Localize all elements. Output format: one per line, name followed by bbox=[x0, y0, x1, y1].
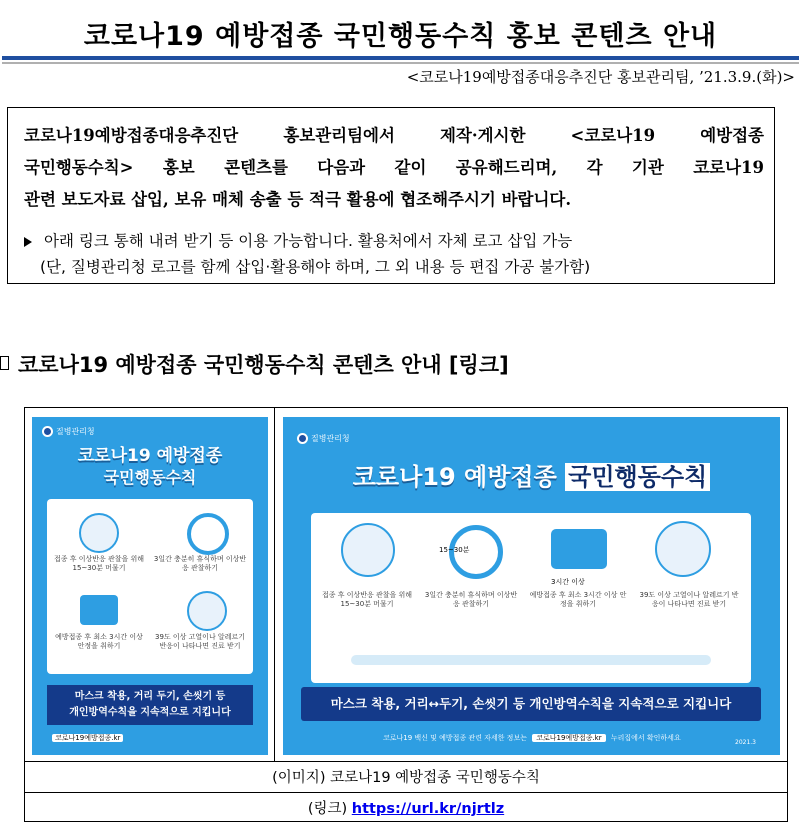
page-title: 코로나19 예방접종 국민행동수칙 홍보 콘텐츠 안내 bbox=[83, 21, 718, 52]
title-rule-gray bbox=[2, 62, 799, 64]
notice-bullet-text: 아래 링크 통해 내려 받기 등 이용 가능합니다. 활용처에서 자체 로고 삽입 가능 bbox=[44, 232, 573, 250]
notice-line-1: 코로나19예방접종대응추진단 홍보관리팀에서 제작·게시한 <코로나19 예방접종 bbox=[24, 126, 764, 145]
clock-calendar-icon bbox=[551, 529, 607, 569]
poster-footer: 코로나19예방접종.kr bbox=[52, 733, 123, 743]
poster-band: 마스크 착용, 거리↔두기, 손씻기 등 개인방역수칙을 지속적으로 지킵니다 bbox=[301, 687, 761, 721]
poster-caption-1: 접종 후 이상반응 관찰을 위해 15~30분 머물기 bbox=[321, 591, 413, 608]
poster-date: 2021.3 bbox=[735, 739, 756, 746]
notice-bullet-note: (단, 질병관리청 로고를 함께 삽입·활용해야 하며, 그 외 내용 등 편집 가공 불가함) bbox=[40, 258, 591, 276]
poster-logo: 질병관리청 bbox=[297, 433, 350, 444]
image-caption: (이미지) 코로나19 예방접종 국민행동수칙 bbox=[272, 770, 540, 786]
row-divider-2 bbox=[25, 792, 787, 793]
source-line: <코로나19예방접종대응추진단 홍보관리팀, ’21.3.9.(화)> bbox=[406, 68, 795, 86]
link-row bbox=[25, 797, 787, 818]
poster-title: 코로나19 예방접종 국민행동수칙 bbox=[283, 457, 780, 492]
kdca-logo-icon bbox=[42, 426, 53, 437]
image-cell bbox=[25, 408, 787, 761]
poster-caption-1: 접종 후 이상반응 관찰을 위해 15~30분 머물기 bbox=[53, 555, 145, 572]
poster-band bbox=[47, 685, 253, 725]
content-table bbox=[24, 407, 788, 822]
poster-band-line-2: 개인방역수칙을 지속적으로 지킵니다 bbox=[69, 707, 231, 718]
link-prefix: (링크) bbox=[307, 801, 352, 817]
poster-logo: 질병관리청 bbox=[42, 426, 95, 437]
clock-calendar-icon bbox=[80, 595, 118, 625]
title-banner bbox=[0, 8, 801, 62]
poster-caption-2: 3일간 충분히 휴식하며 이상반응 관찰하기 bbox=[153, 555, 247, 572]
notice-bullet bbox=[24, 229, 572, 251]
doctor-icon bbox=[655, 521, 711, 577]
poster-caption-4: 39도 이상 고열이나 알레르기 반응이 나타나면 진료 받기 bbox=[639, 591, 739, 608]
poster-panel bbox=[311, 513, 751, 683]
kdca-logo-icon bbox=[297, 433, 308, 444]
poster-horizontal[interactable] bbox=[283, 417, 780, 755]
notice-line-2: 국민행동수칙> 홍보 콘텐츠를 다음과 같이 공유해드리며, 각 기관 코로나19 bbox=[24, 158, 764, 177]
label-3-hours: 3시간 이상 bbox=[551, 578, 585, 586]
poster-caption-4: 39도 이상 고열이나 알레르기 반응이 나타나면 진료 받기 bbox=[155, 633, 245, 650]
label-15-30: 15~30분 bbox=[439, 546, 470, 554]
person-cheering-icon bbox=[341, 523, 395, 577]
poster-band-line-1: 마스크 착용, 거리 두기, 손씻기 등 bbox=[74, 691, 226, 702]
magnifier-icon bbox=[187, 513, 229, 555]
poster-title-1: 코로나19 예방접종 bbox=[77, 446, 223, 466]
person-cheering-icon bbox=[79, 513, 119, 553]
row-divider-1 bbox=[25, 761, 787, 762]
poster-footer: 코로나19 백신 및 예방접종 관련 자세한 정보는 코로나19예방접종.kr 누리집에서 확인하세요 bbox=[383, 734, 681, 742]
triangle-bullet-icon bbox=[24, 237, 32, 247]
poster-note-bar bbox=[351, 655, 711, 665]
notice-line-3: 관련 보도자료 삽입, 보유 매체 송출 등 적극 활용에 협조해주시기 바랍니다. bbox=[24, 190, 572, 209]
download-link[interactable]: https://url.kr/njrtlz bbox=[351, 801, 505, 817]
doctor-icon bbox=[187, 591, 227, 631]
poster-caption-2: 3일간 충분히 휴식하며 이상반응 관찰하기 bbox=[424, 591, 518, 608]
poster-title-2: 국민행동수칙 bbox=[103, 468, 197, 487]
poster-caption-3: 예방접종 후 최소 3시간 이상 안정을 취하기 bbox=[55, 633, 143, 650]
poster-panel bbox=[47, 499, 253, 674]
checkbox-bullet-icon bbox=[0, 356, 9, 370]
title-rule-blue bbox=[2, 56, 799, 60]
cell-divider-vertical bbox=[274, 408, 275, 761]
notice-box bbox=[7, 107, 775, 284]
poster-caption-3: 예방접종 후 최소 3시간 이상 안정을 취하기 bbox=[529, 591, 627, 608]
notice-text bbox=[24, 120, 764, 216]
poster-title-highlight: 국민행동수칙 bbox=[565, 463, 710, 491]
poster-vertical[interactable] bbox=[32, 417, 268, 755]
section-title: 코로나19 예방접종 국민행동수칙 콘텐츠 안내 [링크] bbox=[18, 353, 509, 377]
